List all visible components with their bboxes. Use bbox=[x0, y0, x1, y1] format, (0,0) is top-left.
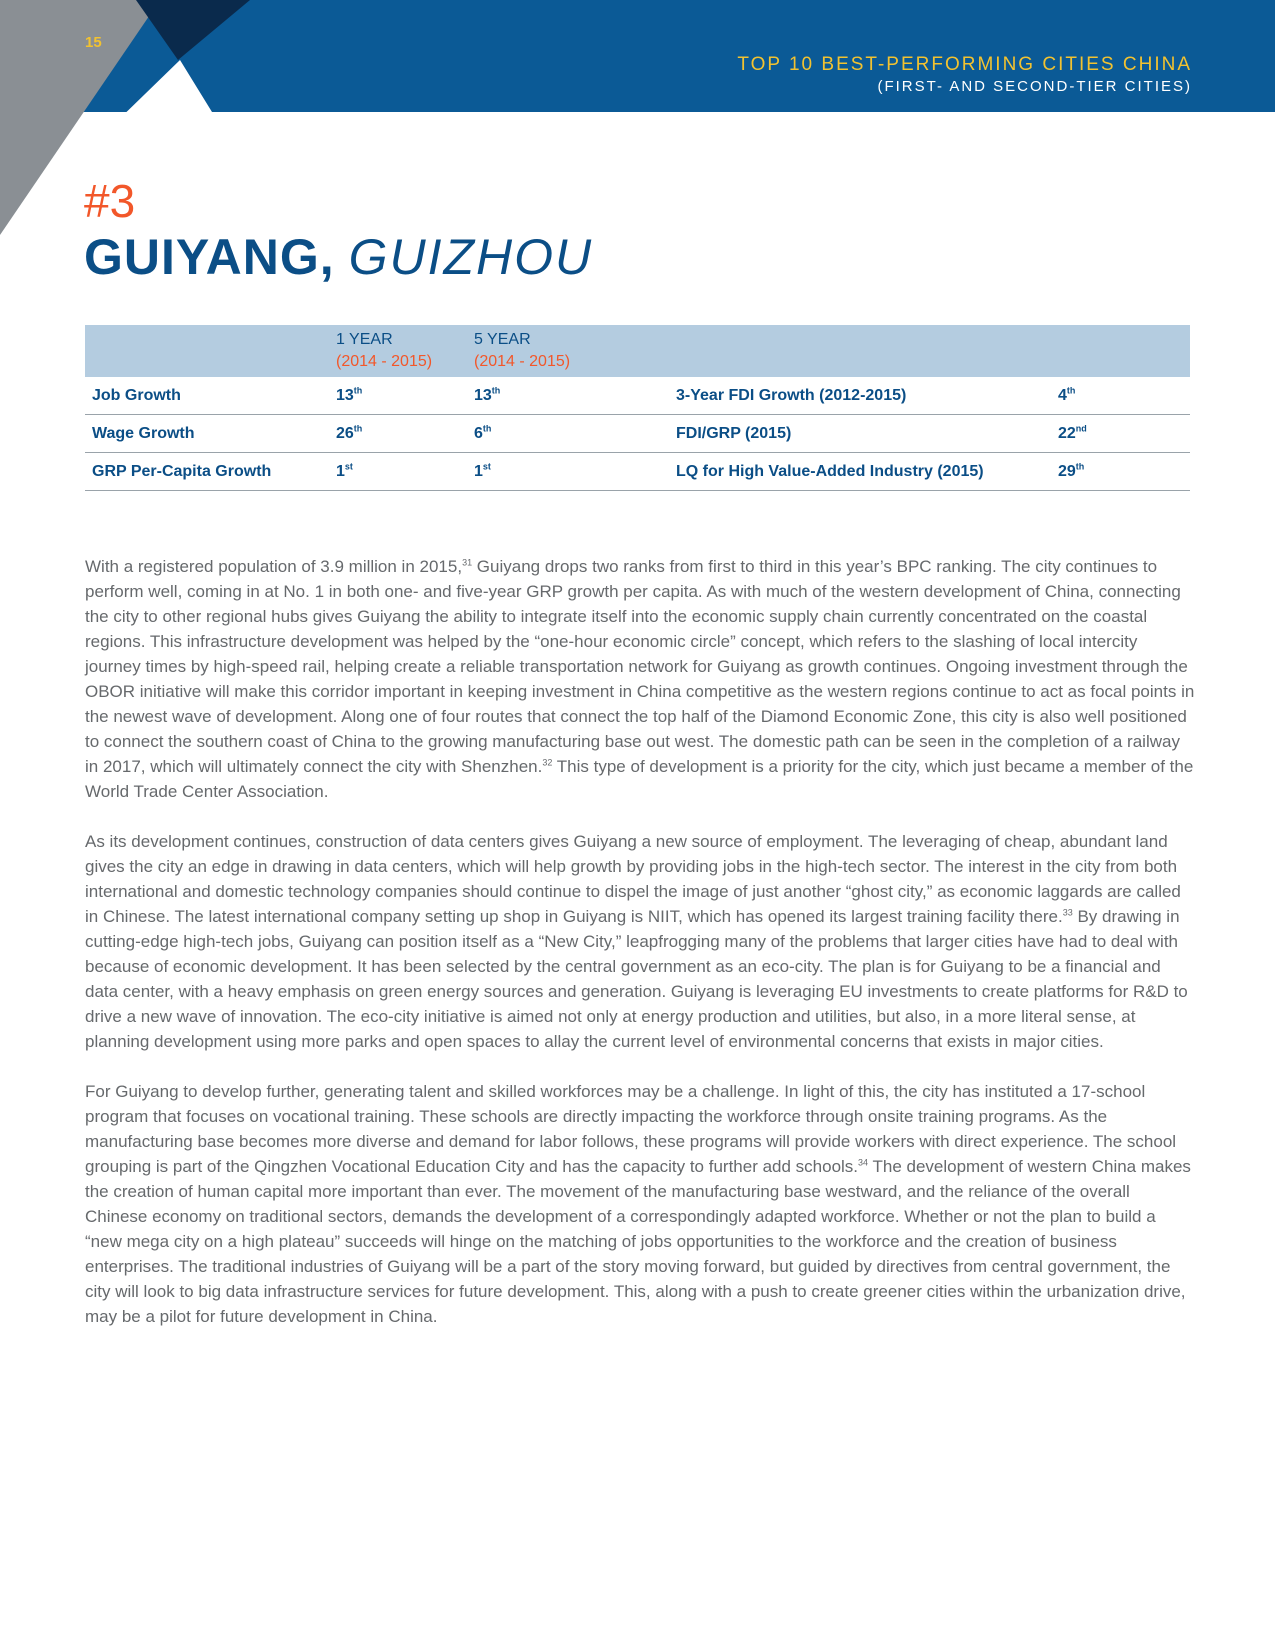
paragraph-text: As its development continues, construction of data centers gives Guiyang a new source of employment. The leveraging of cheap, abundant land gives the city an edge in drawing in data centers, which will help growth by providing jobs in the high-tech sector. The interest in the city from both international and domestic technology companies should continue to dispel the image of just another “ghost city,” as economic laggards are called in Chinese. The latest international company setting up shop in Guiyang is NIIT, which has opened its largest training facility there. bbox=[85, 832, 1181, 926]
footnote-ref: 32 bbox=[542, 757, 553, 768]
rank-value: 13 bbox=[336, 386, 354, 404]
report-subtitle: (FIRST- AND SECOND-TIER CITIES) bbox=[877, 78, 1192, 95]
rank-value: 26 bbox=[336, 424, 354, 442]
footnote-ref: 31 bbox=[462, 557, 473, 568]
table-row bbox=[85, 415, 1190, 453]
rank-metric2 bbox=[1058, 415, 1190, 453]
ranking-table bbox=[85, 325, 1190, 491]
city-name: GUIYANG, bbox=[84, 229, 335, 285]
rank-value: 22 bbox=[1058, 424, 1076, 442]
table-row bbox=[85, 377, 1190, 415]
paragraph-text: With a registered population of 3.9 million in 2015, bbox=[85, 557, 463, 576]
metric2-label: FDI/GRP (2015) bbox=[669, 415, 1058, 453]
rank-value: 6 bbox=[474, 424, 483, 442]
rank-5yr bbox=[474, 415, 669, 453]
body-text bbox=[85, 554, 1195, 1354]
metric-label: GRP Per-Capita Growth bbox=[85, 453, 336, 491]
province-name: GUIZHOU bbox=[348, 229, 594, 285]
rank-value: 1 bbox=[336, 462, 345, 480]
rank-label: #3 bbox=[84, 175, 136, 227]
rank-suffix: th bbox=[1066, 385, 1076, 396]
report-title: TOP 10 BEST-PERFORMING CITIES CHINA bbox=[737, 54, 1192, 75]
table-header-blank-3 bbox=[1058, 325, 1190, 377]
rank-5yr bbox=[474, 377, 669, 415]
rank-suffix: st bbox=[482, 461, 491, 472]
city-heading bbox=[84, 229, 594, 285]
rank-value: 29 bbox=[1058, 462, 1076, 480]
rank-suffix: th bbox=[1075, 461, 1085, 472]
rank-metric2 bbox=[1058, 377, 1190, 415]
column-label-5yr: 5 YEAR bbox=[474, 331, 531, 348]
paragraph-text: By drawing in cutting-edge high-tech jobs, Guiyang can position itself as a “New City,” leapfrogging many of the problems that larger cities have had to deal with because of economic development. It has been selected by the central government as an eco-city. The plan is for Guiyang to be a financial and data center, with a heavy emphasis on green energy sources and generation. Guiyang is leveraging EU investments to create platforms for R&D to drive a new wave of innovation. The eco-city initiative is aimed not only at energy production and utilities, but also, in a more literal sense, at planning development using more parks and open spaces to allay the current level of environmental concerns that exists in major cities. bbox=[85, 907, 1188, 1051]
rank-value: 13 bbox=[474, 386, 492, 404]
rank-5yr bbox=[474, 453, 669, 491]
column-header-5yr bbox=[474, 325, 669, 377]
column-label-1yr: 1 YEAR bbox=[336, 331, 393, 348]
paragraph-text: For Guiyang to develop further, generating talent and skilled workforces may be a challenge. In light of this, the city has instituted a 17-school program that focuses on vocational training. These schools are directly impacting the workforce through onsite training programs. As the manufacturing base becomes more diverse and demand for labor follows, these programs will provide workers with direct experience. The school grouping is part of the Qingzhen Vocational Education City and has the capacity to further add schools. bbox=[85, 1082, 1177, 1176]
rank-suffix: nd bbox=[1075, 423, 1087, 434]
rank-suffix: th bbox=[491, 385, 501, 396]
rank-suffix: st bbox=[344, 461, 353, 472]
rank-suffix: th bbox=[353, 385, 363, 396]
column-header-1yr bbox=[336, 325, 474, 377]
rank-suffix: th bbox=[353, 423, 363, 434]
paragraph-3 bbox=[85, 1079, 1195, 1329]
rank-value: 4 bbox=[1058, 386, 1067, 404]
table-header-row bbox=[85, 325, 1190, 377]
rank-metric2 bbox=[1058, 453, 1190, 491]
paragraph-text: Guiyang drops two ranks from first to third in this year’s BPC ranking. The city continues to perform well, coming in at No. 1 in both one- and five-year GRP growth per capita. As with much of the western development of China, connecting the city to other regional hubs gives Guiyang the ability to integrate itself into the economic supply chain currently concentrated on the coastal regions. This infrastructure development was helped by the “one-hour economic circle” concept, which refers to the slashing of local intercity journey times by high-speed rail, helping create a reliable transportation network for Guiyang as growth continues. Ongoing investment through the OBOR initiative will make this corridor important in keeping investment in China competitive as the western regions continue to act as focal points in the newest wave of development. Along one of four routes that connect the top half of the Diamond Economic Zone, this city is also well positioned to connect the southern coast of China to the growing manufacturing base out west. The domestic path can be seen in the completion of a railway in 2017, which will ultimately connect the city with Shenzhen. bbox=[85, 557, 1195, 776]
footnote-ref: 33 bbox=[1062, 907, 1073, 918]
metric2-label: LQ for High Value-Added Industry (2015) bbox=[669, 453, 1058, 491]
metric-label: Wage Growth bbox=[85, 415, 336, 453]
page-number: 15 bbox=[85, 34, 102, 51]
rank-suffix: th bbox=[482, 423, 492, 434]
rank-1yr bbox=[336, 415, 474, 453]
rank-value: 1 bbox=[474, 462, 483, 480]
paragraph-text: This type of development is a priority for the city, which just became a member of the World Trade Center Association. bbox=[85, 757, 1194, 801]
metric2-label: 3-Year FDI Growth (2012-2015) bbox=[669, 377, 1058, 415]
table-header-blank-2 bbox=[669, 325, 1058, 377]
column-range-1yr: (2014 - 2015) bbox=[336, 353, 433, 370]
footnote-ref: 34 bbox=[858, 1157, 869, 1168]
rank-1yr bbox=[336, 377, 474, 415]
paragraph-2 bbox=[85, 829, 1195, 1054]
paragraph-1 bbox=[85, 554, 1195, 804]
rank-1yr bbox=[336, 453, 474, 491]
metric-label: Job Growth bbox=[85, 377, 336, 415]
table-row bbox=[85, 453, 1190, 491]
table-header-blank bbox=[85, 325, 336, 377]
paragraph-text: The development of western China makes the creation of human capital more important than ever. The movement of the manufacturing base westward, and the reliance of the overall Chinese economy on traditional sectors, demands the development of a correspondingly adapted workforce. Whether or not the plan to build a “new mega city on a high plateau” succeeds will hinge on the matching of jobs opportunities to the workforce and the creation of business enterprises. The traditional industries of Guiyang will be a part of the story moving forward, but guided by directives from central government, the city will look to big data infrastructure services for future development. This, along with a push to create greener cities within the urbanization drive, may be a pilot for future development in China. bbox=[85, 1157, 1191, 1326]
column-range-5yr: (2014 - 2015) bbox=[474, 353, 571, 370]
